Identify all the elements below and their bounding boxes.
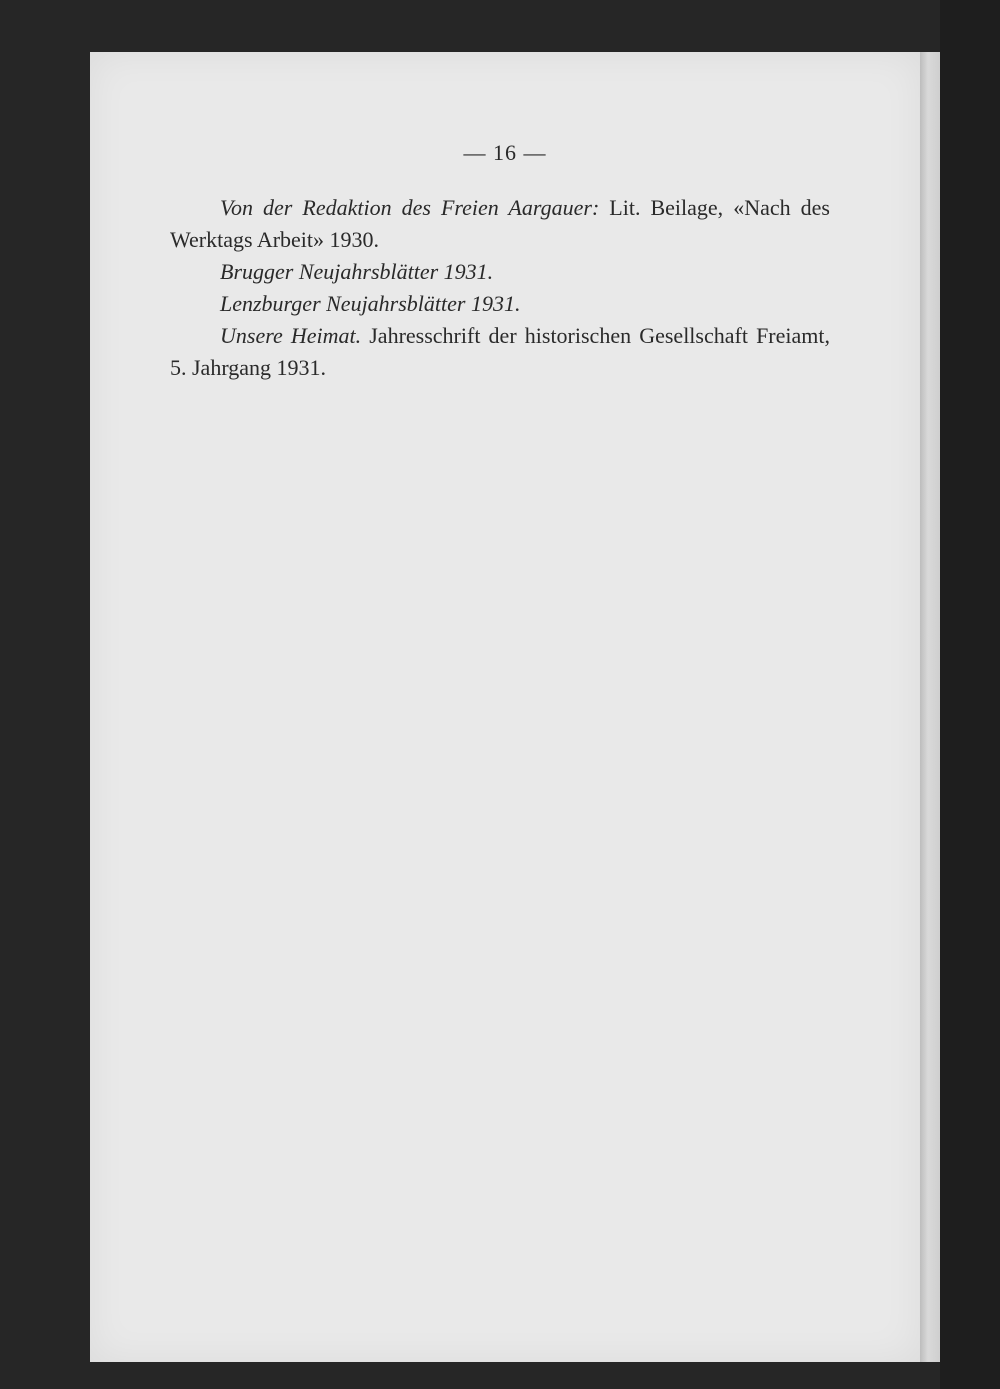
reference-entry: [170, 288, 830, 320]
reference-details: Lit. Beilage, «Nach des Werktags Arbeit» 1930.: [170, 195, 830, 252]
reference-title: Brugger Neujahrsblätter 1931.: [220, 259, 494, 284]
reference-entry: [170, 192, 830, 256]
adjacent-page-edge: [920, 52, 940, 1362]
book-page: [90, 52, 920, 1362]
scan-border: [940, 0, 1000, 1389]
reference-details: Jahresschrift der historischen Gesellschaft Freiamt, 5. Jahrgang 1931.: [170, 323, 830, 380]
page-number: — 16 —: [463, 140, 547, 165]
reference-entry: [170, 320, 830, 384]
reference-title: Unsere Heimat.: [220, 323, 362, 348]
reference-entry: [170, 256, 830, 288]
reference-title: Lenzburger Neujahrsblätter 1931.: [220, 291, 521, 316]
reference-title: Von der Redaktion des Freien Aargauer:: [220, 195, 600, 220]
